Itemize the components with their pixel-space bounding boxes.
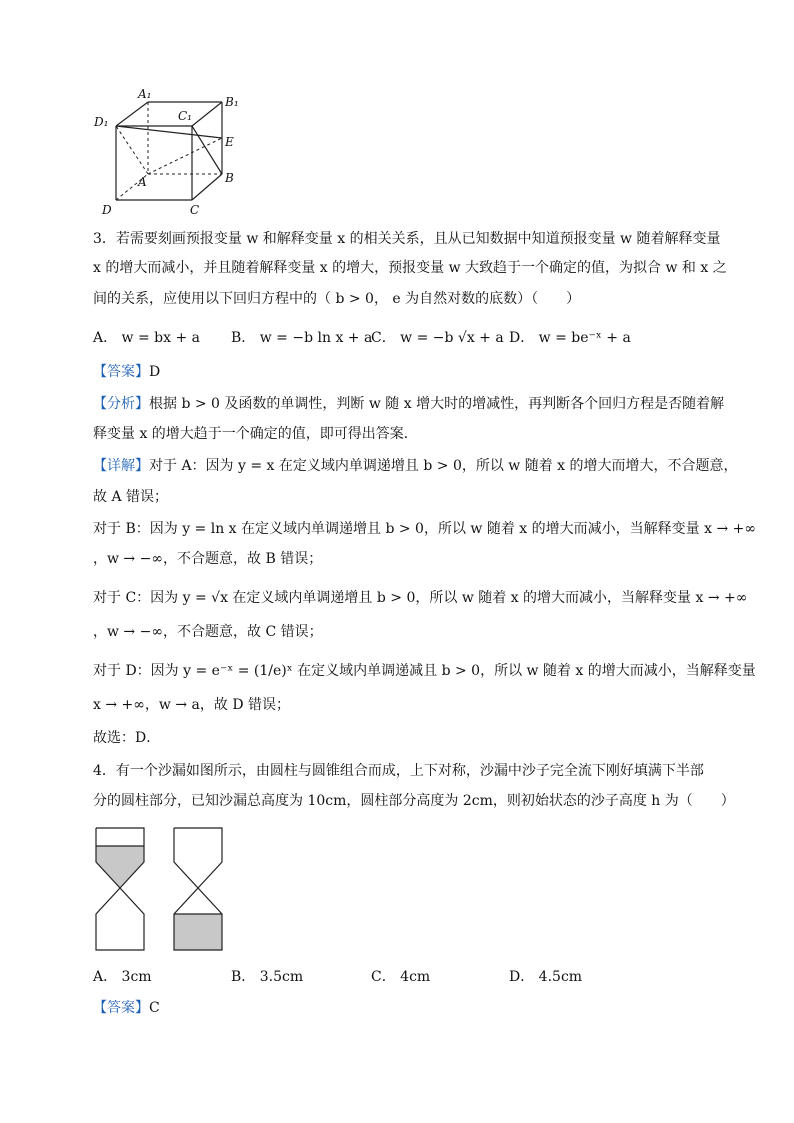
q3-detail-b1: 对于 B：因为 y = ln x 在定义域内单调递增且 b > 0，所以 w 随着 x 的增大而减小，当解释变量 x → +∞ — [93, 521, 757, 537]
label-B: B — [225, 171, 234, 185]
q3-detail-a1 — [93, 456, 738, 476]
q3-line-2: x 的增大而减小，并且随着解释变量 x 的增大，预报变量 w 大致趋于一个确定的值，为拟合 w 和 x 之 — [93, 260, 727, 276]
hourglass-figure — [92, 826, 232, 952]
q4-option-d: D． 4.5cm — [509, 969, 583, 985]
label-B1: B₁ — [225, 95, 239, 109]
q3-option-a: A． w = bx + a — [93, 330, 201, 346]
hourglass-final — [174, 828, 222, 950]
q4-line-2: 分的圆柱部分，已知沙漏总高度为 10cm，圆柱部分高度为 2cm，则初始状态的沙子高度 h 为（ ） — [93, 793, 735, 809]
q3-option-b: B． w = −b ln x + a — [231, 330, 373, 346]
q4-line-1: 4．有一个沙漏如图所示，由圆柱与圆锥组合而成，上下对称，沙漏中沙子完全流下刚好填满下半部 — [93, 763, 704, 779]
label-C1: C₁ — [178, 109, 192, 123]
detail-tag: 【详解】 — [93, 458, 149, 474]
q4-answer — [93, 998, 160, 1018]
label-A1: A₁ — [138, 87, 152, 101]
q3-detail-d2: x → +∞，w → a，故 D 错误； — [93, 697, 291, 713]
label-D1: D₁ — [94, 115, 109, 129]
q3-choose: 故选：D． — [93, 730, 161, 746]
cube-figure — [92, 86, 252, 216]
analysis-text-1: 根据 b > 0 及函数的单调性，判断 w 随 x 增大时的增减性，再判断各个回归方程是否随着解 — [149, 396, 725, 412]
q3-detail-a2: 故 A 错误； — [93, 489, 169, 505]
q3-detail-c1: 对于 C：因为 y = √x 在定义域内单调递增且 b > 0，所以 w 随着 x 的增大而减小，当解释变量 x → +∞ — [93, 590, 748, 606]
q3-option-d: D． w = be⁻ˣ + a — [509, 330, 631, 346]
q3-line-1: 3．若需要刻画预报变量 w 和解释变量 x 的相关关系，且从已知数据中知道预报变量 w 随着解释变量 — [93, 231, 721, 247]
label-A: A — [138, 175, 147, 189]
q3-detail-b2: ，w → −∞，不合题意，故 B 错误； — [93, 551, 323, 567]
answer-value: D — [149, 364, 161, 380]
detail-a-text: 对于 A：因为 y = x 在定义域内单调递增且 b > 0，所以 w 随着 x 的增大而增大，不合题意， — [149, 458, 738, 474]
q3-option-c: C． w = −b √x + a — [371, 330, 504, 346]
label-D: D — [102, 203, 112, 216]
answer-tag: 【答案】 — [93, 1000, 149, 1016]
label-E: E — [225, 135, 234, 149]
q4-option-a: A． 3cm — [93, 969, 152, 985]
analysis-tag: 【分析】 — [93, 396, 149, 412]
q4-option-c: C． 4cm — [371, 969, 431, 985]
label-C: C — [190, 203, 200, 216]
answer-value: C — [149, 1000, 160, 1016]
q3-detail-d1: 对于 D：因为 y = e⁻ˣ = (1/e)ˣ 在定义域内单调递减且 b > 0，所以 w 随着 x 的增大而减小，当解释变量 — [93, 663, 756, 679]
hourglass-initial — [96, 828, 144, 950]
q4-option-b: B． 3.5cm — [231, 969, 304, 985]
q3-line-3: 间的关系，应使用以下回归方程中的（ b > 0， e 为自然对数的底数）（ ） — [93, 291, 581, 307]
q3-answer — [93, 362, 160, 382]
q3-analysis-1 — [93, 394, 724, 414]
q3-analysis-2: 释变量 x 的增大趋于一个确定的值，即可得出答案． — [93, 426, 418, 442]
answer-tag: 【答案】 — [93, 364, 149, 380]
q3-detail-c2: ，w → −∞，不合题意，故 C 错误； — [93, 624, 323, 640]
